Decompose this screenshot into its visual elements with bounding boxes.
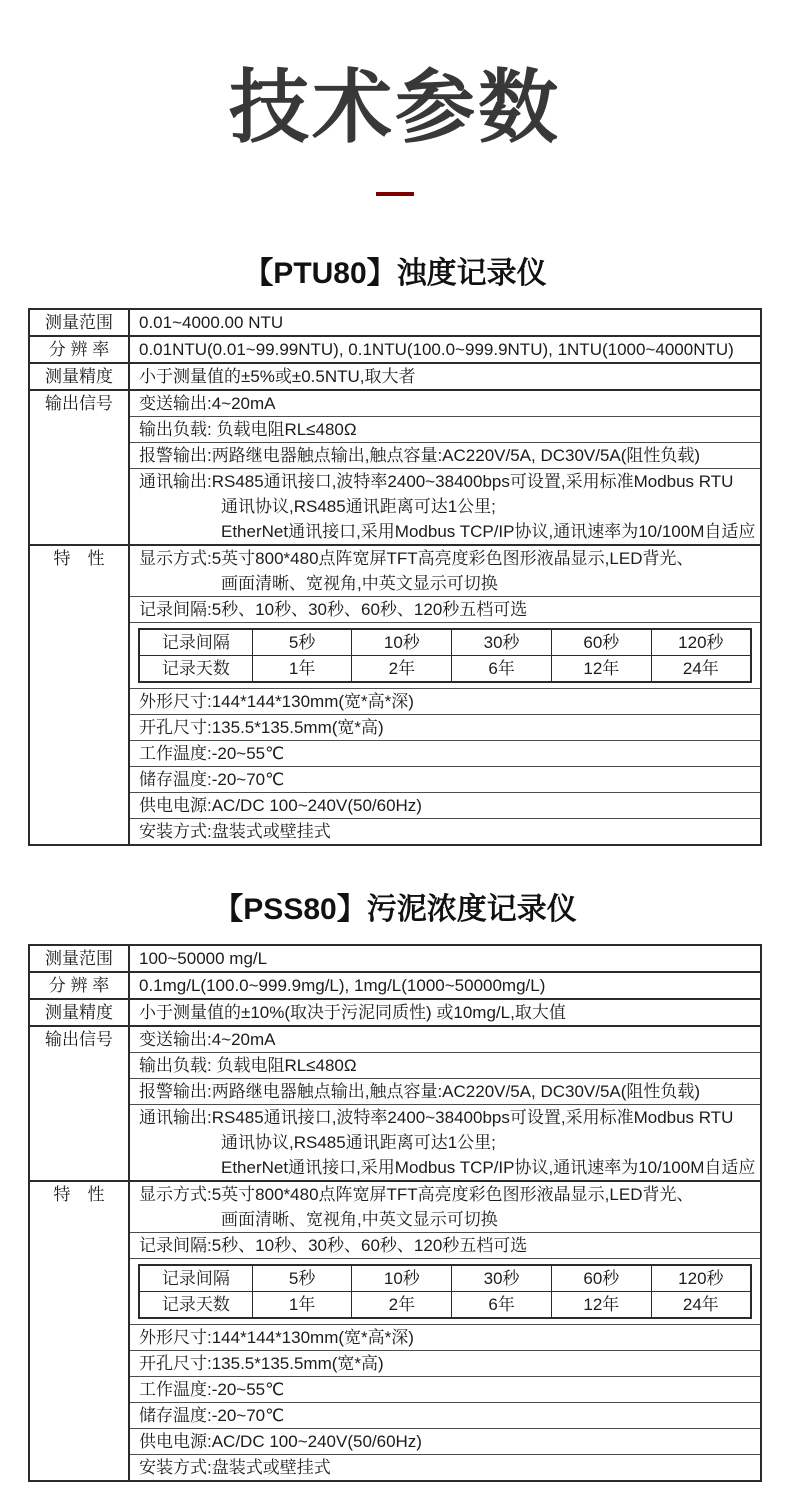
- display-mode-row: [130, 1182, 760, 1232]
- record-table: [138, 628, 752, 683]
- record-table-wrap: [130, 1258, 760, 1324]
- row-label-resolution: 分 辨 率: [30, 337, 130, 362]
- row-label-output-signal: 输出信号: [30, 391, 130, 544]
- working-temp-row: 工作温度:-20~55℃: [130, 1376, 760, 1402]
- record-days-cell: 24年: [651, 656, 751, 683]
- record-days-label: 记录天数: [139, 656, 252, 683]
- display-mode-line-1: 显示方式:5英寸800*480点阵宽屏TFT高亮度彩色图形液晶显示,LED背光、: [139, 549, 694, 568]
- record-days-label: 记录天数: [139, 1292, 252, 1319]
- display-mode-line-2: 画面清晰、宽视角,中英文显示可切换: [221, 574, 498, 593]
- record-interval-row: [139, 1265, 751, 1292]
- transmit-output-row: 变送输出:4~20mA: [139, 1030, 276, 1049]
- alarm-output-row: 报警输出:两路继电器触点输出,触点容量:AC220V/5A, DC30V/5A(阻性负载): [130, 1078, 760, 1104]
- spec-row-features: [30, 1180, 760, 1480]
- comm-output-line-1: 通讯输出:RS485通讯接口,波特率2400~38400bps可设置,采用标准Modbus RTU: [139, 1108, 734, 1127]
- row-label-resolution: 分 辨 率: [30, 973, 130, 998]
- record-interval-cell: 120秒: [651, 1265, 751, 1292]
- record-interval-cell: 120秒: [651, 629, 751, 656]
- spec-row-accuracy: [30, 998, 760, 1025]
- record-interval-row: [139, 629, 751, 656]
- dimensions-row: 外形尺寸:144*144*130mm(宽*高*深): [130, 1324, 760, 1350]
- record-interval-cell: 60秒: [551, 1265, 651, 1292]
- row-label-features: 特 性: [30, 546, 130, 844]
- row-label-measure-range: 测量范围: [30, 946, 130, 971]
- row-value-measure-range: 100~50000 mg/L: [139, 949, 268, 968]
- mounting-row: 安装方式:盘装式或壁挂式: [130, 818, 760, 844]
- cutout-size-row: 开孔尺寸:135.5*135.5mm(宽*高): [130, 714, 760, 740]
- record-days-cell: 6年: [452, 656, 552, 683]
- spec-row-features: [30, 544, 760, 844]
- record-interval-label: 记录间隔: [139, 629, 252, 656]
- comm-output-line-3: EtherNet通讯接口,采用Modbus TCP/IP协议,通讯速率为10/100M自适应: [221, 1158, 756, 1177]
- comm-output-line-3: EtherNet通讯接口,采用Modbus TCP/IP协议,通讯速率为10/100M自适应: [221, 522, 756, 541]
- record-days-cell: 24年: [651, 1292, 751, 1319]
- record-interval-cell: 60秒: [551, 629, 651, 656]
- row-label-accuracy: 测量精度: [30, 364, 130, 389]
- comm-output-line-1: 通讯输出:RS485通讯接口,波特率2400~38400bps可设置,采用标准Modbus RTU: [139, 472, 734, 491]
- spec-row-output-signal: [30, 389, 760, 544]
- record-table: [138, 1264, 752, 1319]
- output-load-row: 输出负载: 负载电阻RL≤480Ω: [130, 416, 760, 442]
- spec-row-accuracy: [30, 362, 760, 389]
- working-temp-row: 工作温度:-20~55℃: [130, 740, 760, 766]
- section-title-ptu80: 【PTU80】浊度记录仪: [243, 257, 547, 290]
- power-supply-row: 供电电源:AC/DC 100~240V(50/60Hz): [130, 792, 760, 818]
- record-interval-cell: 5秒: [252, 1265, 352, 1292]
- record-table-wrap: [130, 622, 760, 688]
- row-label-measure-range: 测量范围: [30, 310, 130, 335]
- spec-table-ptu80: [28, 308, 762, 846]
- spec-row-measure-range: [30, 310, 760, 335]
- record-interval-cell: 10秒: [352, 629, 452, 656]
- spec-row-measure-range: [30, 946, 760, 971]
- cutout-size-row: 开孔尺寸:135.5*135.5mm(宽*高): [130, 1350, 760, 1376]
- comm-output-row: [130, 1104, 760, 1180]
- storage-temp-row: 储存温度:-20~70℃: [130, 1402, 760, 1428]
- output-load-row: 输出负载: 负载电阻RL≤480Ω: [130, 1052, 760, 1078]
- storage-temp-row: 储存温度:-20~70℃: [130, 766, 760, 792]
- mounting-row: 安装方式:盘装式或壁挂式: [130, 1454, 760, 1480]
- row-value-resolution: 0.01NTU(0.01~99.99NTU), 0.1NTU(100.0~999.9NTU), 1NTU(1000~4000NTU): [139, 340, 734, 359]
- row-value-features: [130, 1182, 760, 1480]
- section-pss80: [0, 892, 790, 1482]
- spec-row-resolution: [30, 335, 760, 362]
- row-value-output-signal: [130, 1027, 760, 1180]
- spec-row-output-signal: [30, 1025, 760, 1180]
- row-value-features: [130, 546, 760, 844]
- record-days-cell: 12年: [551, 656, 651, 683]
- record-interval-cell: 10秒: [352, 1265, 452, 1292]
- transmit-output-row: 变送输出:4~20mA: [139, 394, 276, 413]
- record-days-row: [139, 1292, 751, 1319]
- row-label-features: 特 性: [30, 1182, 130, 1480]
- page-title: 技术参数: [229, 63, 561, 152]
- row-value-measure-range: 0.01~4000.00 NTU: [139, 313, 284, 332]
- record-days-cell: 1年: [252, 656, 352, 683]
- record-days-row: [139, 656, 751, 683]
- record-interval-cell: 5秒: [252, 629, 352, 656]
- spec-row-resolution: [30, 971, 760, 998]
- row-label-accuracy: 测量精度: [30, 1000, 130, 1025]
- display-mode-line-1: 显示方式:5英寸800*480点阵宽屏TFT高亮度彩色图形液晶显示,LED背光、: [139, 1185, 694, 1204]
- section-ptu80: [0, 256, 790, 846]
- row-value-accuracy: 小于测量值的±5%或±0.5NTU,取大者: [139, 367, 416, 386]
- record-interval-note-row: 记录间隔:5秒、10秒、30秒、60秒、120秒五档可选: [130, 1232, 760, 1258]
- comm-output-row: [130, 468, 760, 544]
- row-value-resolution: 0.1mg/L(100.0~999.9mg/L), 1mg/L(1000~50000mg/L): [139, 976, 546, 995]
- display-mode-row: [130, 546, 760, 596]
- spec-table-pss80: [28, 944, 762, 1482]
- comm-output-line-2: 通讯协议,RS485通讯距离可达1公里;: [221, 497, 496, 516]
- dimensions-row: 外形尺寸:144*144*130mm(宽*高*深): [130, 688, 760, 714]
- alarm-output-row: 报警输出:两路继电器触点输出,触点容量:AC220V/5A, DC30V/5A(阻性负载): [130, 442, 760, 468]
- record-interval-cell: 30秒: [452, 629, 552, 656]
- record-days-cell: 2年: [352, 1292, 452, 1319]
- comm-output-line-2: 通讯协议,RS485通讯距离可达1公里;: [221, 1133, 496, 1152]
- power-supply-row: 供电电源:AC/DC 100~240V(50/60Hz): [130, 1428, 760, 1454]
- record-interval-label: 记录间隔: [139, 1265, 252, 1292]
- record-days-cell: 12年: [551, 1292, 651, 1319]
- record-days-cell: 2年: [352, 656, 452, 683]
- record-days-cell: 1年: [252, 1292, 352, 1319]
- display-mode-line-2: 画面清晰、宽视角,中英文显示可切换: [221, 1210, 498, 1229]
- section-title-pss80: 【PSS80】污泥浓度记录仪: [213, 893, 577, 926]
- row-value-output-signal: [130, 391, 760, 544]
- row-label-output-signal: 输出信号: [30, 1027, 130, 1180]
- row-value-accuracy: 小于测量值的±10%(取决于污泥同质性) 或10mg/L,取大值: [139, 1003, 566, 1022]
- record-interval-cell: 30秒: [452, 1265, 552, 1292]
- title-underline-divider: [376, 192, 414, 196]
- record-interval-note-row: 记录间隔:5秒、10秒、30秒、60秒、120秒五档可选: [130, 596, 760, 622]
- record-days-cell: 6年: [452, 1292, 552, 1319]
